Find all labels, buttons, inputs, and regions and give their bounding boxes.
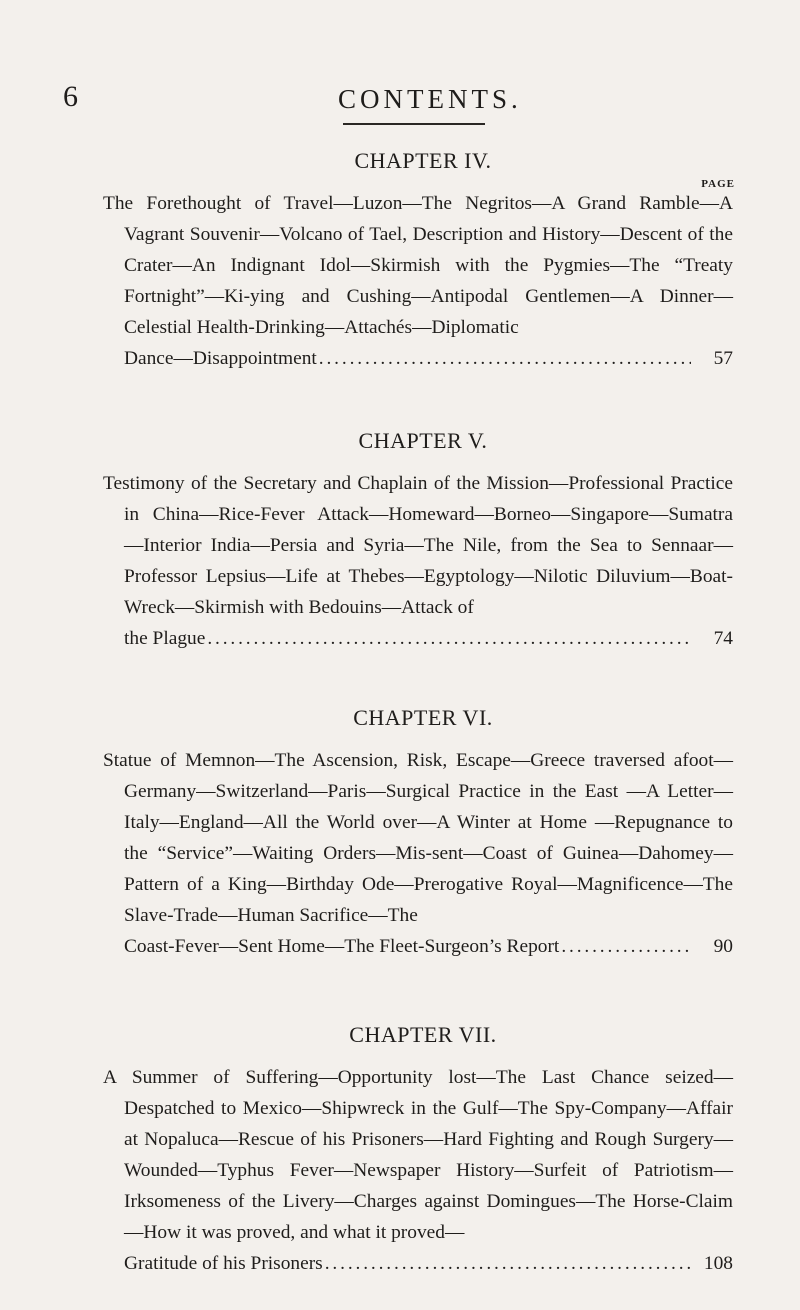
chapter-last-text: Gratitude of his Prisoners xyxy=(124,1253,323,1274)
page-number: 6 xyxy=(63,80,79,113)
chapter-last-line xyxy=(103,1248,733,1279)
chapter-last-line xyxy=(103,931,733,962)
chapter-page-number: 74 xyxy=(713,628,733,649)
header-rule xyxy=(343,123,485,125)
running-head: CONTENTS. xyxy=(338,84,522,114)
chapter-last-line xyxy=(103,343,733,374)
chapter-vi-entry xyxy=(103,705,733,962)
chapter-title: CHAPTER V. xyxy=(358,428,488,453)
page-column-label: PAGE xyxy=(701,178,735,190)
chapter-page-number: 90 xyxy=(713,936,733,957)
chapter-last-text: Coast-Fever—Sent Home—The Fleet-Surgeon’s Report xyxy=(124,936,560,957)
chapter-title: CHAPTER VI. xyxy=(353,705,493,730)
chapter-last-line xyxy=(103,623,733,654)
chapter-vii-entry xyxy=(103,1022,733,1279)
chapter-last-text: the Plague xyxy=(124,628,206,649)
chapter-iv-entry xyxy=(103,148,733,374)
dot-leader xyxy=(561,931,691,962)
chapter-summary: Statue of Memnon—The Ascension, Risk, Escape—Greece traversed afoot—Germany—Switzerland—Paris—Surgical Practice in the East —A Letter—Italy—England—All the World over—A Winter at Home —Repugnance to the “Service”—Waiting Orders—Mis-sent—Coast of Guinea—Dahomey—Pattern of a King—Birthday Ode—Prerogative Royal—Magnificence—The Slave-Trade—Human Sacrifice—The xyxy=(103,750,733,926)
chapter-v-entry xyxy=(103,428,733,654)
dot-leader xyxy=(319,343,691,374)
chapter-page-number: 57 xyxy=(713,348,733,369)
chapter-page-number: 108 xyxy=(703,1253,733,1274)
chapter-summary: A Summer of Suffering—Opportunity lost—The Last Chance seized—Despatched to Mexico—Shipwreck in the Gulf—The Spy-Company—Affair at Nopaluca—Rescue of his Prisoners—Hard Fighting and Rough Surgery—Wounded—Typhus Fever—Newspaper History—Surfeit of Patriotism—Irksomeness of the Livery—Charges against Domingues—The Horse-Claim—How it was proved, and what it proved— xyxy=(103,1067,733,1243)
chapter-last-text: Dance—Disappointment xyxy=(124,348,317,369)
dot-leader xyxy=(207,623,691,654)
chapter-title: CHAPTER VII. xyxy=(349,1022,497,1047)
chapter-summary: Testimony of the Secretary and Chaplain of the Mission—Professional Practice in China—Rice-Fever Attack—Homeward—Borneo—Singapore—Sumatra—Interior India—Persia and Syria—The Nile, from the Sea to Sennaar—Professor Lepsius—Life at Thebes—Egyptology—Nilotic Diluvium—Boat-Wreck—Skirmish with Bedouins—Attack of xyxy=(103,473,733,618)
dot-leader xyxy=(325,1248,691,1279)
chapter-summary: The Forethought of Travel—Luzon—The Negritos—A Grand Ramble—A Vagrant Souvenir—Volcano of Tael, Description and History—Descent of the Crater—An Indignant Idol—Skirmish with the Pygmies—The “Treaty Fortnight”—Ki-ying and Cushing—Antipodal Gentlemen—A Dinner—Celestial Health-Drinking—Attachés—Diplomatic xyxy=(103,193,733,338)
chapter-title: CHAPTER IV. xyxy=(354,148,492,173)
